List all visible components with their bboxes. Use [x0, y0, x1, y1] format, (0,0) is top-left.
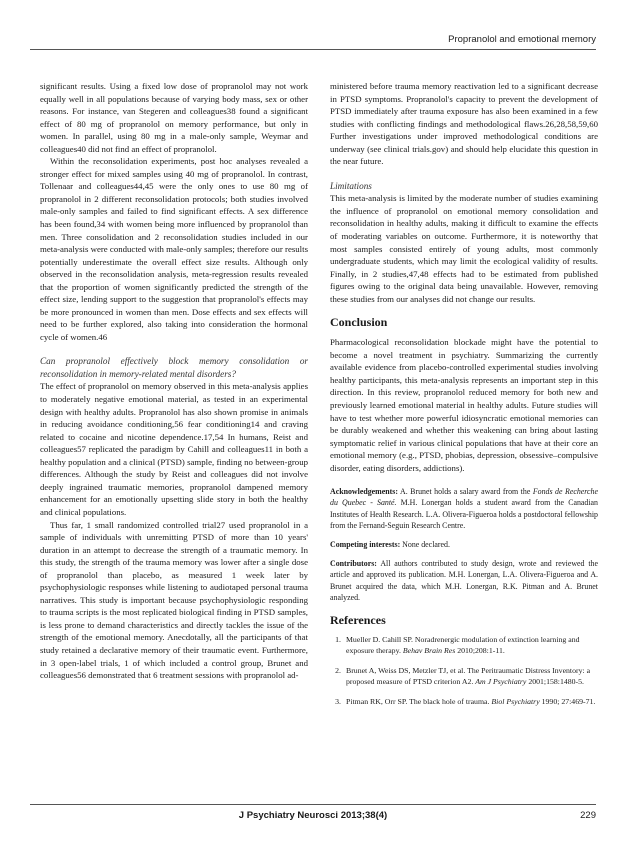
reference-number: 3.	[335, 697, 341, 707]
spacer	[330, 550, 598, 558]
footer-rule	[30, 804, 596, 805]
paragraph: Within the reconsolidation experiments, post hoc analyses revealed a stronger effect for mixed samples using 40 mg of propranolol. In contrast, Tollenaar and colleagues44,45 were the only ones to use 80 mg of propranolol in 2 different reconsolidation protocols; both studies involved male-only samples and failed to find significant effects. A sex difference has been found,34 with women being more influenced by propranolol than men. Three consolidation and 2 reconsolidation studies included in our meta-analysis were conducted with male-only samples; therefore our results potentially underestimate the overall effect size results. Although only observed in the reconsolidation analysis, meta-regression results revealed that the proportion of women significantly predicted the strength of the effect size, lending support to the suggestion that propranolol's effects may be more pronounced in women than men. Dose effects and sex effects will need to be further explored, also taking into consideration the hormonal cycle of women.46	[40, 156, 308, 342]
limitations-heading: Limitations	[330, 180, 372, 191]
spacer	[330, 168, 598, 180]
contributors-label: Contributors:	[330, 559, 377, 569]
competing-interests	[330, 539, 598, 550]
conclusion-heading: Conclusion	[330, 315, 388, 330]
acknowledgements-label: Acknowledgements:	[330, 487, 398, 497]
reference-authors: Pitman RK, Orr SP. The black hole of trauma.	[346, 697, 492, 707]
reference-item	[330, 696, 598, 707]
acknowledgements-text: M.H. Lonergan holds a student award from the Canadian Institutes of Health Research. L.A. Olivera-Figueroa holds a postdoctoral fellowship from the Fernand-Seguin Research Centre.	[330, 498, 598, 530]
header-rule	[30, 49, 596, 50]
paragraph: significant results. Using a fixed low dose of propranolol may not work equally well in all populations because of varying body mass, sex or other reasons. For instance, van Stegeren and colleagues38 found a significant effect of 80 mg of propranolol on memory performance, but only in women. In parallel, using 80 mg in a male-only sample, Weymar and colleagues40 did not find an effect of propranolol.	[40, 81, 308, 154]
spacer	[330, 474, 598, 486]
page-footer	[30, 804, 596, 824]
reference-details: 2001;158:1480-5.	[526, 677, 584, 687]
page-header	[30, 34, 596, 52]
references-heading: References	[330, 613, 386, 628]
running-title: Propranolol and emotional memory	[448, 34, 596, 45]
contributors-text: All authors contributed to study design, wrote and reviewed the article and approved its publication. M.H. Lonergan, L.A. Olivera-Figueroa and A. Brunet acquired the data, which M.H. Lonergan, R.K. Pitman and A. Brunet analyzed.	[330, 559, 598, 602]
reference-text	[346, 696, 598, 707]
section-subheading: Can propranolol effectively block memory consolidation or reconsolidation in memory-related mental disorders?	[40, 356, 308, 379]
reference-text	[346, 665, 598, 687]
reference-journal: Behav Brain Res	[402, 646, 456, 656]
paragraph: ministered before trauma memory reactivation led to a significant decrease in PTSD symptoms. Propranolol's capacity to prevent the development of PTSD immediately after trauma exposure has also been examined in a few studies with conflicting findings and methodological flaws.26,28,58,59,60 Further investigations under improved methodological conditions are underway (see clinical trials.gov) and should help elucidate this question in the near future.	[330, 81, 598, 167]
reference-journal: Biol Psychiatry	[491, 697, 540, 707]
contributors	[330, 558, 598, 603]
reference-details: 2010;208:1-11.	[455, 646, 505, 656]
reference-item	[330, 665, 598, 687]
paragraph: This meta-analysis is limited by the moderate number of studies examining the influence of propranolol on emotional memory consolidation and reconsolidation in healthy adults, making it difficult to examine the effects of moderating variables on outcome. Furthermore, it is noteworthy that most samples consisted entirely of young adults, most commonly undergraduate students, which may limit the ecological validity of results. Finally, in 2 studies,47,48 effects had to be estimated from published figures owing to the original data being unavailable. However, removing these studies from our analyses did not change our results.	[330, 193, 598, 304]
reference-item	[330, 634, 598, 656]
reference-list	[330, 634, 598, 707]
page-number: 229	[580, 810, 596, 821]
paragraph: Thus far, 1 small randomized controlled trial27 used propranolol in a sample of individuals with unremitting PTSD of more than 10 years' duration in an attempt to decrease the strength of a traumatic memory. In this study, the strength of the trauma memory was lower after a single dose of propranolol than placebo, as measured 1 week later by psychophysiologic responses while listening to audiotaped personal trauma narratives. This study is important because psychophysiologic responding to trauma scripts is the most replicated biological finding in PTSD samples, is less prone to demand characteristics and directly tackles the issue of the strength of the emotional memory. Anecdotally, all the participants of that study retained a declarative memory of their traumatic event. Furthermore, in 3 open-label trials, 1 of which included a control group, Brunet and colleagues56 demonstrated that 6 treatment sessions with propranolol ad-	[40, 519, 308, 681]
reference-authors: Brunet A, Weiss DS, Metzler TJ, et al. The Peritraumatic Distress Inventory: a proposed measure of PTSD criterion A2.	[346, 666, 591, 687]
reference-number: 2.	[335, 666, 341, 676]
reference-authors: Mueller D. Cahill SP. Noradrenergic modulation of extinction learning and exposure therapy.	[346, 635, 580, 656]
acknowledgements	[330, 486, 598, 531]
paragraph: The effect of propranolol on memory observed in this meta-analysis applies to moderately negative emotional material, as tested in an experimental design with healthy adults. Propranolol has also shown promise in animals in reducing avoidance conditioning,56 fear conditioning14 and craving related to cocaine and nicotine dependence.17,54 In humans, Reist and colleagues57 replicated the paradigm by Cahill and colleagues11 in both a healthy population and a clinical (PTSD) sample, finding no between-group differences. Although the study by Reist and colleagues did not involve deeply ingrained traumatic memories, propranolol dampened memory enhancement for an emotionally upsetting slide story in both the healthy and clinical populations.	[40, 381, 308, 517]
competing-interests-text: None declared.	[400, 540, 450, 550]
reference-text	[346, 634, 598, 656]
spacer	[330, 531, 598, 539]
acknowledgements-text: A. Brunet holds a salary award from the	[397, 487, 533, 497]
journal-citation: J Psychiatry Neurosci 2013;38(4)	[238, 810, 388, 821]
spacer	[40, 343, 308, 355]
competing-interests-label: Competing interests:	[330, 540, 401, 550]
funder-name: Fonds de Recherche du Quebec - Santé.	[330, 487, 598, 508]
reference-journal: Am J Psychiatry	[475, 677, 527, 687]
paragraph: Pharmacological reconsolidation blockade might have the potential to become a novel treatment in psychiatry. Summarizing the currently available evidence from placebo-controlled experimental studies involving healthy participants, this meta-analysis represents an important step in this direction. In this review, propranolol reduced memory for both new and previously learned emotional material in healthy adults. Future studies will have to test whether more powerful idiosyncratic emotional memories can be durably weakened and whether this weakening can bring about lasting symptomatic relief in various clinical populations that have at their core an emotional memory (e.g., PTSD, phobias, depression, obsessive–compulsive disorder, eating disorders, addictions).	[330, 337, 598, 473]
right-column	[330, 80, 598, 716]
reference-details: 1990; 27:469-71.	[539, 697, 596, 707]
left-column	[40, 80, 308, 682]
reference-number: 1.	[335, 635, 341, 645]
